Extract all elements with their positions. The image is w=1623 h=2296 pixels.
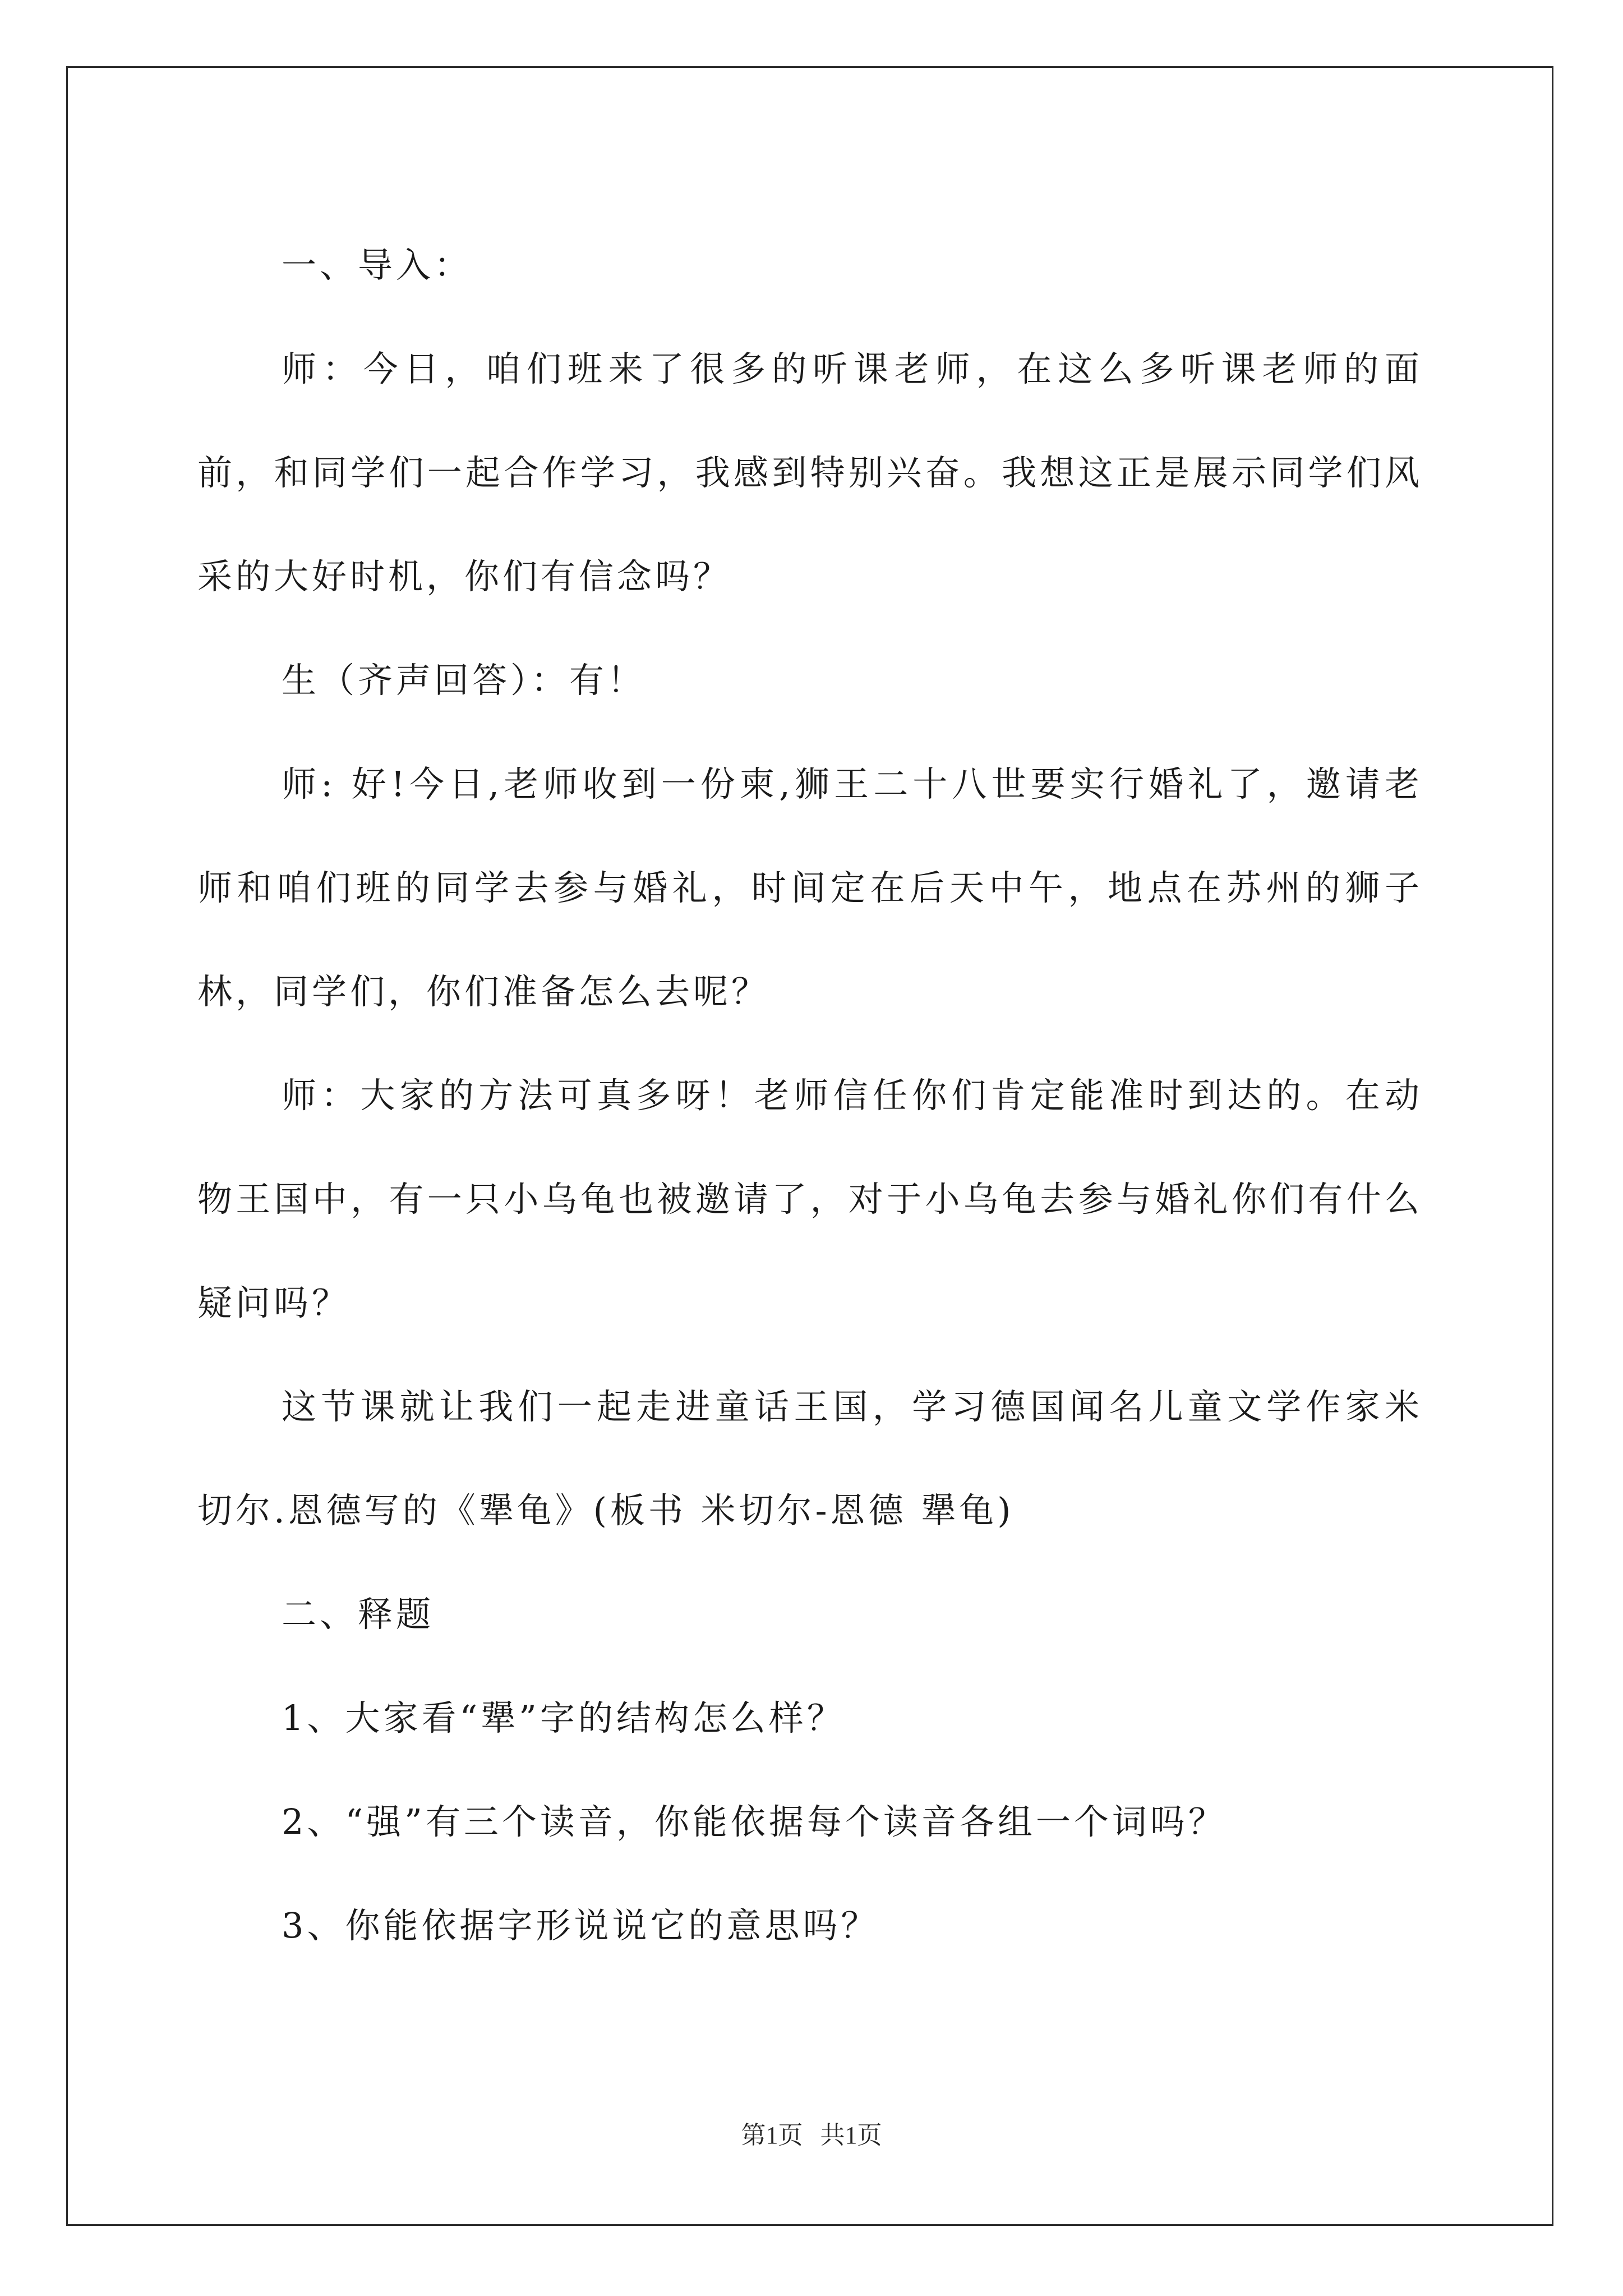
list-item: 1、大家看“犟”字的结构怎么样？ xyxy=(282,1697,845,1738)
section-heading-intro: 一、导入： xyxy=(282,245,473,286)
paragraph: 这节课就让我们一起走进童话王国，学习德国闻名儿童文学作家米切尔.恩德写的《犟龟》(板书 米切尔-恩德 犟龟) xyxy=(197,1386,1423,1531)
paragraph: 师：大家的方法可真多呀！老师信任你们肯定能准时到达的。在动物王国中，有一只小乌龟也被邀请了，对于小乌龟去参与婚礼你们有什么疑问吗？ xyxy=(197,1075,1423,1323)
paragraph: 师：今日，咱们班来了很多的听课老师，在这么多听课老师的面前，和同学们一起合作学习，我感到特别兴奋。我想这正是展示同学们风采的大好时机，你们有信念吗？ xyxy=(197,348,1423,597)
list-item: 3、你能依据字形说说它的意思吗？ xyxy=(282,1905,879,1946)
section-heading-title: 二、释题 xyxy=(282,1594,435,1635)
paragraph: 师: 好!今日,老师收到一份柬,狮王二十八世要实行婚礼了，邀请老师和咱们班的同学去参与婚礼，时间定在后天中午，地点在苏州的狮子林，同学们，你们准备怎么去呢？ xyxy=(197,763,1423,1012)
page-footer: 第1页 共1页 xyxy=(741,2122,882,2149)
list-item: 2、“强”有三个读音，你能依据每个读音各组一个词吗？ xyxy=(282,1801,1227,1842)
document-body xyxy=(197,213,1423,1977)
paragraph: 生（齐声回答）：有！ xyxy=(282,660,646,701)
